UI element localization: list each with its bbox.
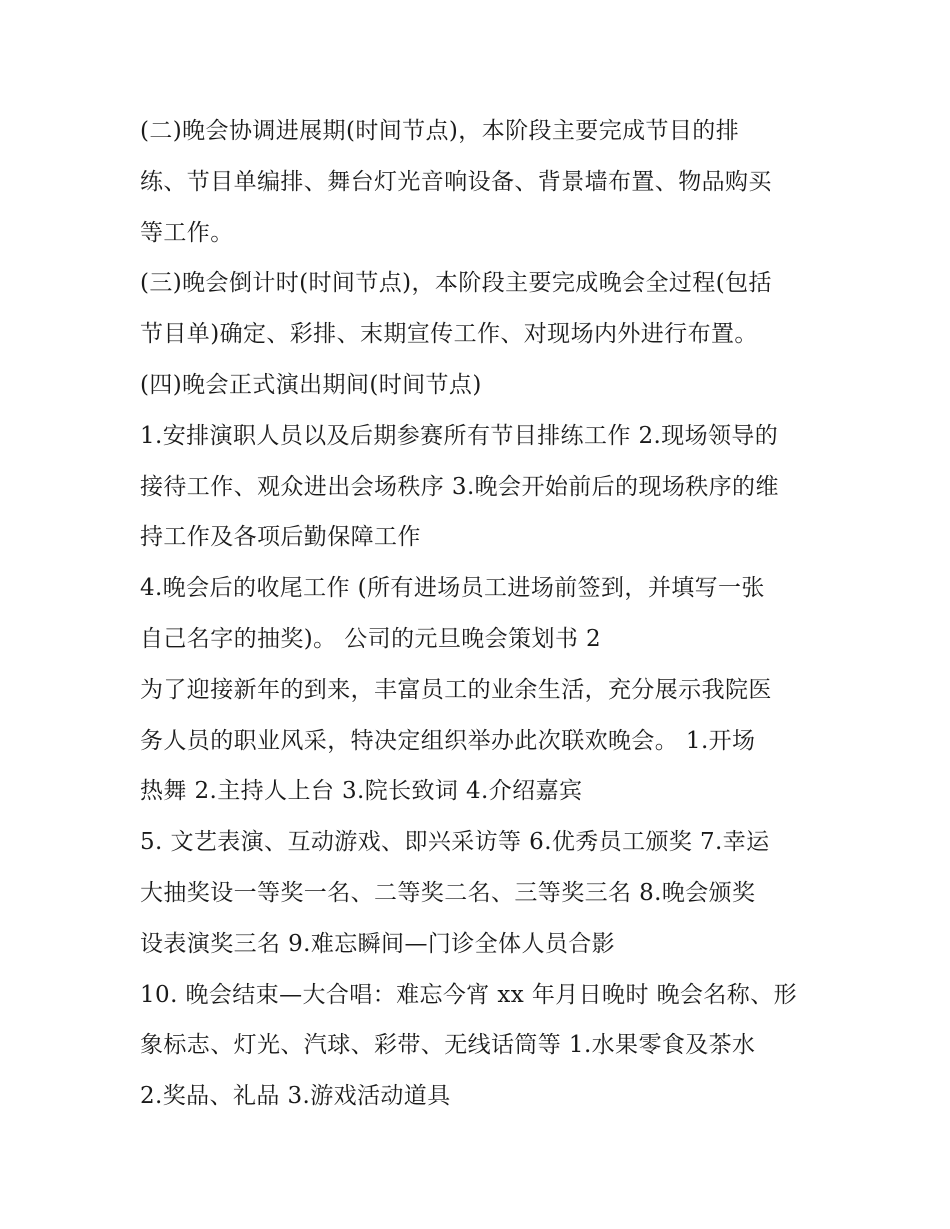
text-line: (三)晚会倒计时(时间节点)，本阶段主要完成晚会全过程(包括 — [140, 270, 772, 297]
text-line: 持工作及各项后勤保障工作 — [140, 524, 421, 551]
text-line: 等工作。 — [140, 219, 234, 246]
text-line: 自己名字的抽奖)。 公司的元旦晚会策划书 2 — [140, 625, 602, 652]
text-line: 10. 晚会结束—大合唱：难忘今宵 xx 年月日晚时 晚会名称、形 — [140, 981, 797, 1008]
text-line: 象标志、灯光、汽球、彩带、无线话筒等 1.水果零食及茶水 — [140, 1032, 756, 1059]
text-line: 节目单)确定、彩排、末期宣传工作、对现场内外进行布置。 — [140, 321, 758, 348]
text-line: 务人员的职业风采，特决定组织举办此次联欢晚会。 1.开场 — [140, 727, 756, 754]
document-body — [140, 106, 840, 1122]
text-line: 设表演奖三名 9.难忘瞬间—门诊全体人员合影 — [140, 930, 616, 957]
text-line: 大抽奖设一等奖一名、二等奖二名、三等奖三名 8.晚会颁奖 — [140, 879, 756, 906]
text-line: 为了迎接新年的到来，丰富员工的业余生活，充分展示我院医 — [140, 676, 772, 703]
text-line: 2.奖品、礼品 3.游戏活动道具 — [140, 1083, 451, 1110]
text-line: 4.晚会后的收尾工作 (所有进场员工进场前签到，并填写一张 — [140, 575, 765, 602]
text-line: 5. 文艺表演、互动游戏、即兴采访等 6.优秀员工颁奖 7.幸运 — [140, 829, 770, 856]
text-line: (四)晚会正式演出期间(时间节点) — [140, 371, 482, 398]
text-line: 1.安排演职人员以及后期参赛所有节目排练工作 2.现场领导的 — [140, 422, 779, 449]
text-line: 热舞 2.主持人上台 3.院长致词 4.介绍嘉宾 — [140, 778, 583, 805]
text-line: 练、节目单编排、舞台灯光音响设备、背景墙布置、物品购买 — [140, 168, 772, 195]
text-line: 接待工作、观众进出会场秩序 3.晚会开始前后的现场秩序的维 — [140, 473, 779, 500]
text-line: (二)晚会协调进展期(时间节点)，本阶段主要完成节目的排 — [140, 118, 740, 144]
